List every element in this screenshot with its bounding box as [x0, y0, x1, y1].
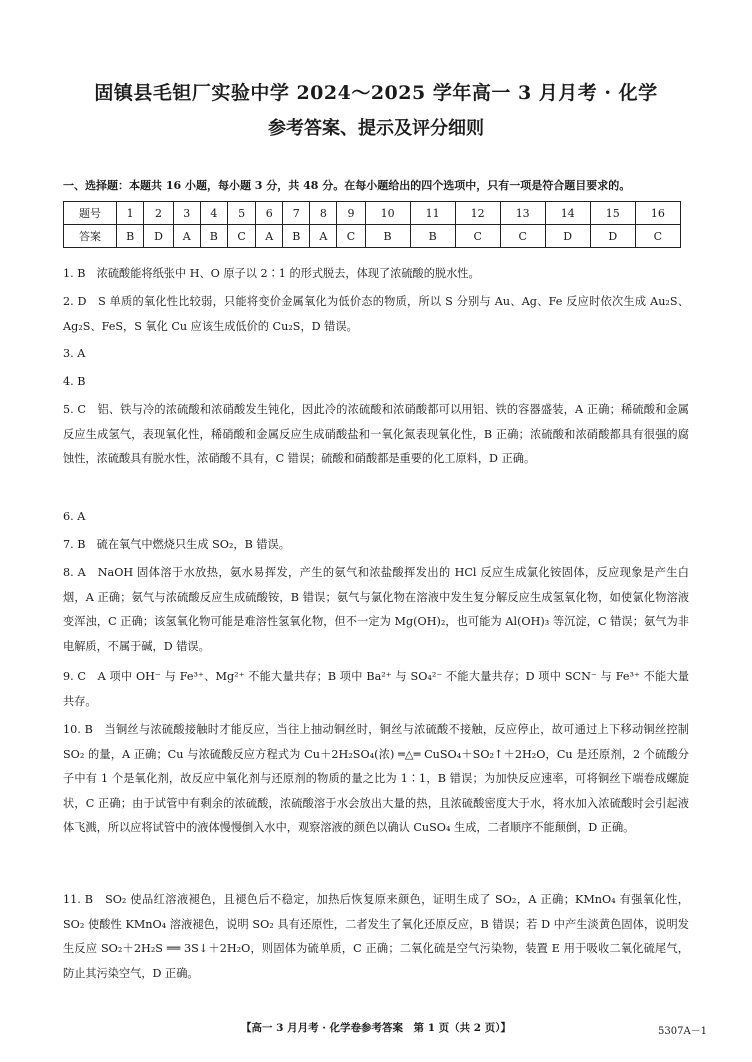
table-cell: C [635, 225, 680, 248]
table-cell: B [410, 225, 455, 248]
table-cell: C [337, 225, 365, 248]
section-heading: 一、选择题：本题共 16 小题，每小题 3 分，共 48 分。在每小题给出的四个选项中，只有一项是符合题目要求的。 [63, 179, 631, 192]
page-footer: 【高一 3 月月考 · 化学卷参考答案 第 1 页（共 2 页）】 [240, 1022, 512, 1034]
page-title: 固镇县毛钽厂实验中学 2024～2025 学年高一 3 月月考 · 化学 [94, 82, 658, 104]
table-cell: 10 [365, 202, 410, 225]
table-cell: 2 [144, 202, 174, 225]
table-cell: 14 [545, 202, 590, 225]
answer-row [64, 225, 681, 248]
answer-explanation-9: 9. C A 项中 OH⁻ 与 Fe³⁺、Mg²⁺ 不能大量共存；B 项中 Ba²⁺ 与 SO₄²⁻ 不能大量共存；D 项中 SCN⁻ 与 Fe³⁺ 不能大量共存。 [63, 670, 689, 708]
answer-explanation-2: 2. D S 单质的氧化性比较弱，只能将变价金属氧化为低价态的物质，所以 S 分别与 Au、Ag、Fe 反应时依次生成 Au₂S、Ag₂S、FeS，S 氧化 Cu 应该生成低价的 Cu₂S，D 错误。 [63, 295, 689, 333]
table-cell: 3 [173, 202, 200, 225]
answer-explanation-8: 8. A NaOH 固体溶于水放热，氨水易挥发，产生的氨气和浓盐酸挥发出的 HCl 反应生成氯化铵固体，反应现象是产生白烟，A 正确；氨气与浓硫酸反应生成硫酸铵，B 错误；氨气与氯化物在溶液中发生复分解反应生成氢氧化物，如使氯化物溶液变浑浊，C 正确；该氢氧化物可能是难溶性氢氧化物，但不一定为 Mg(OH)₂，也可能为 Al(OH)₃ 等沉淀，C 错误；氨气为非电解质，不属于碱，D 错误。 [63, 566, 689, 653]
table-cell: C [455, 225, 500, 248]
page-subtitle: 参考答案、提示及评分细则 [268, 118, 484, 139]
table-cell: B [365, 225, 410, 248]
table-cell: 15 [590, 202, 635, 225]
answer-explanation-6: 6. A [63, 510, 86, 523]
answer-explanation-10: 10. B 当铜丝与浓硫酸接触时才能反应，当往上抽动铜丝时，铜丝与浓硫酸不接触，反应停止，故可通过上下移动铜丝控制 SO₂ 的量，A 正确；Cu 与浓硫酸反应方程式为 Cu＋2H₂SO₄(浓) ═△═ CuSO₄＋SO₂↑＋2H₂O，Cu 是还原剂，2 个硫酸分子中有 1 个是氧化剂，故反应中氧化剂与还原剂的物质的量之比为 1∶1，B 错误；为加快反应速率，可将铜丝下端卷成螺旋状，C 正确；由于试管中有剩余的浓硫酸，浓硫酸溶于水会放出大量的热，且浓硫酸密度大于水，将水加入浓硫酸时会引起液体飞溅，所以应将试管中的液体慢慢倒入水中，观察溶液的颜色以确认 CuSO₄ 生成，二者顺序不能颠倒，D 正确。 [63, 723, 689, 834]
answer-explanation-4: 4. B [63, 375, 86, 388]
table-cell: 8 [310, 202, 337, 225]
answer-explanation-5: 5. C 铝、铁与冷的浓硫酸和浓硝酸发生钝化，因此冷的浓硫酸和浓硝酸都可以用铝、铁的容器盛装，A 正确；稀硫酸和金属反应生成氢气，表现氧化性，稀硝酸和金属反应生成硝酸盐和一氧化氮表现氧化性，B 正确；浓硫酸和浓硝酸都具有很强的腐蚀性，浓硫酸具有脱水性，浓硝酸不具有，C 错误；硫酸和硝酸都是重要的化工原料，D 正确。 [63, 403, 689, 465]
table-cell: D [144, 225, 174, 248]
table-cell: C [500, 225, 545, 248]
answer-explanation-11: 11. B SO₂ 使品红溶液褪色，且褪色后不稳定，加热后恢复原来颜色，证明生成了 SO₂，A 正确；KMnO₄ 有强氧化性，SO₂ 使酸性 KMnO₄ 溶液褪色，说明 SO₂ 具有还原性，二者发生了氧化还原反应，B 错误；若 D 中产生淡黄色固体，说明发生反应 SO₂＋2H₂S ══ 3S↓＋2H₂O，则固体为硫单质，C 正确；二氧化硫是空气污染物，装置 E 用于吸收二氧化硫尾气，防止其污染空气，D 正确。 [63, 893, 689, 980]
table-cell: D [545, 225, 590, 248]
table-cell: A [256, 225, 283, 248]
question-number-row [64, 202, 681, 225]
table-cell: 13 [500, 202, 545, 225]
answer-explanation-1: 1. B 浓硫酸能将纸张中 H、O 原子以 2∶1 的形式脱去，体现了浓硫酸的脱水性。 [63, 267, 480, 280]
table-cell: 1 [117, 202, 144, 225]
table-cell: 5 [227, 202, 255, 225]
answer-explanation-7: 7. B 硫在氧气中燃烧只生成 SO₂，B 错误。 [63, 538, 290, 551]
table-cell: 16 [635, 202, 680, 225]
document-code: 5307A－1 [658, 1026, 708, 1037]
table-cell: 11 [410, 202, 455, 225]
table-cell: D [590, 225, 635, 248]
table-row-label: 答案 [64, 225, 117, 248]
table-cell: A [173, 225, 200, 248]
table-cell: B [200, 225, 227, 248]
table-cell: B [283, 225, 310, 248]
table-cell: A [310, 225, 337, 248]
table-cell: 6 [256, 202, 283, 225]
table-cell: C [227, 225, 255, 248]
answer-explanation-3: 3. A [63, 347, 86, 360]
table-cell: B [117, 225, 144, 248]
table-cell: 9 [337, 202, 365, 225]
table-cell: 4 [200, 202, 227, 225]
table-row-label: 题号 [64, 202, 117, 225]
answer-table [63, 201, 681, 248]
table-cell: 12 [455, 202, 500, 225]
table-cell: 7 [283, 202, 310, 225]
